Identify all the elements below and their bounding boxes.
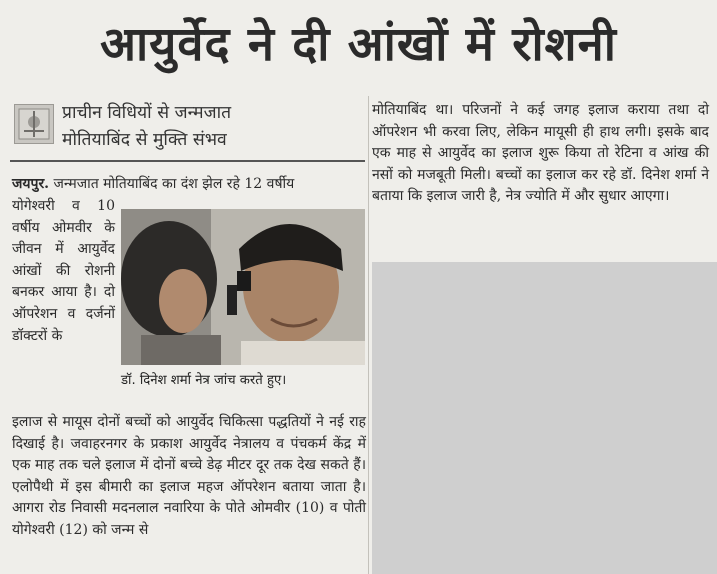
- article-intro: [12, 174, 366, 196]
- deck-divider: [10, 160, 365, 162]
- right-column-text: मोतियाबिंद था। परिजनों ने कई जगह इलाज कराया तथा दो ऑपरेशन भी करवा लिए, लेकिन मायूसी ही हाथ लगी। इसके बाद एक माह से आयुर्वेद का इलाज शुरू किया तो रेटिना व आंख की नसों को मजबूती मिली। बच्चों का इलाज कर रहे डॉ. दिनेश शर्मा ने बताया कि इलाज जारी है, नेत्र ज्योति में और सुधार आएगा।: [372, 102, 709, 205]
- dateline: जयपुर.: [12, 176, 50, 192]
- deck-line-2: मोतियाबिंद से मुक्ति संभव: [62, 130, 227, 150]
- photo-caption: डॉ. दिनेश शर्मा नेत्र जांच करते हुए।: [121, 373, 287, 388]
- intro-text: जन्मजात मोतियाबिंद का दंश झेल रहे 12 वर्षीय: [53, 176, 295, 192]
- blank-area: [372, 262, 717, 574]
- article-body-text: इलाज से मायूस दोनों बच्चों को आयुर्वेद चिकित्सा पद्धतियों ने नई राह दिखाई है। जवाहरनगर के प्रकाश आयुर्वेद नेत्रालय व पंचकर्म केंद्र में एक माह तक चले इलाज में दोनों बच्चे डेढ़ मीटर दूर तक देख सकते हैं। एलोपैथी में इस बीमारी का इलाज महज ऑपरेशन बताया जाता है। आगरा रोड निवासी मदनलाल नवारिया के पोते ओमवीर (10) व पोती योगेश्वरी (12) को जन्म से: [12, 414, 366, 538]
- headline: आयुर्वेद ने दी आंखों में रोशनी: [100, 17, 617, 72]
- section-logo-icon: [14, 104, 54, 144]
- article-photo: [121, 209, 365, 365]
- article-deck: [62, 100, 362, 154]
- deck-line-1: प्राचीन विधियों से जन्मजात: [62, 103, 232, 123]
- wrapped-body-text: योगेश्वरी व 10 वर्षीय ओमवीर के जीवन में आयुर्वेद आंखों की रोशनी बनकर आया है। दो ऑपरेशन व दर्जनों डॉक्टरों के: [12, 198, 115, 344]
- column-divider: [368, 96, 369, 574]
